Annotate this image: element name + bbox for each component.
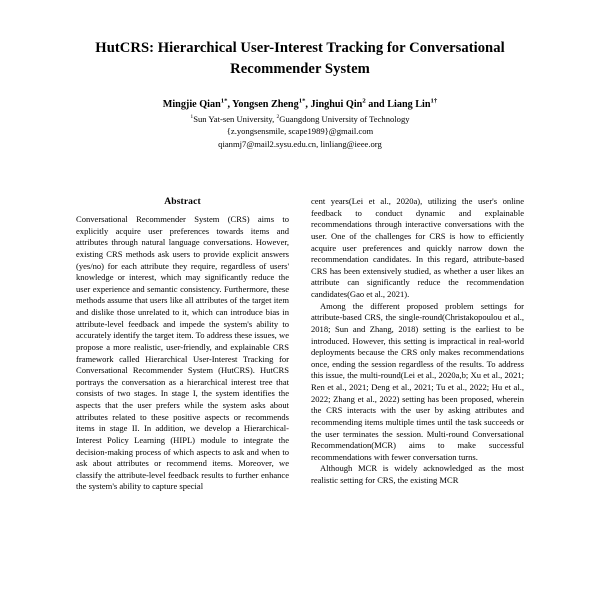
page-title: HutCRS: Hierarchical User-Interest Tracking for Conversational Recommender System <box>95 40 505 77</box>
intro-paragraph-3: Although MCR is widely acknowledged as the most realistic setting for CRS, the existing MCR <box>311 463 524 485</box>
affiliation-list: $^1$Sun Yat-sen University, $^2$Guangdong University of Technology <box>190 113 410 124</box>
author-list: Mingjie Qian$^{1*}$, Yongsen Zheng$^{1*}$, Jinghui Qin$^2$ and Liang Lin$^{1\dagger}$ <box>162 98 438 111</box>
intro-paragraph-2: Among the different proposed problem settings for attribute-based CRS, the single-round(Christakopoulou et al., 2018; Sun and Zhang, 2018) setting is the earliest to be introduced. However, this setting is impractical in real-world deployments because the CRS only makes recommendations once, ending the session regardless of the results. To address this issue, the multi-round(Lei et al., 2020a,b; Xu et al., 2021; Ren et al., 2021; Deng et al., 2021; Tu et al., 2022; Hu et al., 2022; Zhang et al., 2022) setting has been proposed, wherein the CRS interacts with the user by asking attributes and recommending items multiple times until the task succeeds or the user terminates the session. Multi-round Conversational Recommendation(MCR) aims to make successful recommendations with fewer conversation turns. <box>311 300 524 462</box>
left-column <box>76 196 289 600</box>
abstract-heading: Abstract <box>164 196 201 207</box>
intro-paragraph-1: cent years(Lei et al., 2020a), utilizing the user's online feedback to conduct dynamic and explainable recommendations through interactive conversations with the user. One of the challenges for CRS is how to efficiently acquire user preferences and quickly narrow down the recommendation candidates. In this regard, attribute-based CRS has been extensively studied, as whether a user likes an attribute can significantly reduce the recommendation candidates(Gao et al., 2021). <box>311 196 524 299</box>
email-line-secondary: qianmj7@mail2.sysu.edu.cn, linliang@ieee.org <box>218 139 382 150</box>
right-column <box>311 196 524 600</box>
abstract-paragraph: Conversational Recommender System (CRS) aims to explicitly acquire user preferences towards items and attributes through natural language conversations. However, existing CRS methods ask users to provide explicit answers (yes/no) for each attribute they require, regardless of users' knowledge or interest, which may significantly reduce the user experience and semantic consistency. Furthermore, these methods assume that users like all attributes of the target item and dislike those unrelated to it, which can introduce bias in attribute-level feedback and impede the system's ability to accurately identify the target item. To address these issues, we propose a more realistic, user-friendly, and explainable CRS framework called Hierarchical User-Interest Tracking for Conversational Recommender System (HutCRS). HutCRS portrays the conversation as a hierarchical interest tree that consists of two stages. In stage I, the system identifies the aspects that the user prefers while the system asks about attributes related to these positive aspects or recommends items in stage II. In addition, we develop a Hierarchical-Interest Policy Learning (HIPL) module to integrate the decision-making process of which aspects to ask and when to ask about attributes or recommend items. Moreover, we classify the attribute-level feedback results to further enhance the system's ability to capture special <box>76 214 289 492</box>
body-columns <box>76 196 524 600</box>
email-line-primary: {z.yongsensmile, scape1989}@gmail.com <box>226 126 374 137</box>
